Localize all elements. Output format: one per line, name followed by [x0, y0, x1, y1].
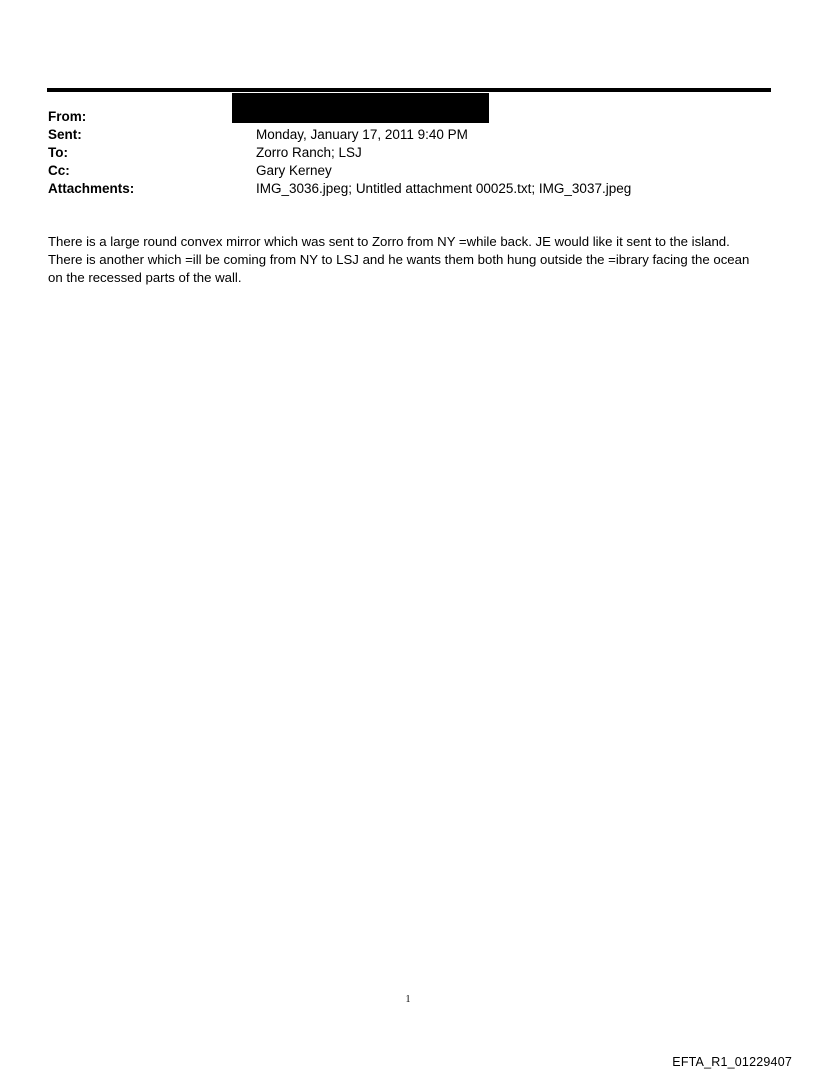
body-line: There is another which =ill be coming from NY to LSJ and he wants them both hung outside the =ibrary facing the ocean	[48, 252, 750, 267]
attachments-value: IMG_3036.jpeg; Untitled attachment 00025.txt; IMG_3037.jpeg	[256, 181, 632, 196]
sent-label: Sent:	[48, 127, 82, 142]
header-divider	[47, 88, 771, 92]
redaction-box	[232, 93, 489, 123]
page-number: 1	[405, 994, 411, 1005]
to-value: Zorro Ranch; LSJ	[256, 145, 362, 160]
body-line: There is a large round convex mirror which was sent to Zorro from NY =while back. JE would like it sent to the island.	[48, 234, 730, 249]
email-body	[48, 233, 770, 287]
cc-row	[48, 162, 768, 180]
cc-value: Gary Kerney	[256, 163, 332, 178]
document-id: EFTA_R1_01229407	[672, 1055, 792, 1069]
sent-value: Monday, January 17, 2011 9:40 PM	[256, 127, 468, 142]
cc-label: Cc:	[48, 163, 70, 178]
attachments-row	[48, 180, 768, 198]
body-line: on the recessed parts of the wall.	[48, 270, 242, 285]
sent-row	[48, 126, 768, 144]
to-label: To:	[48, 145, 68, 160]
to-row	[48, 144, 768, 162]
attachments-label: Attachments:	[48, 181, 135, 196]
from-label: From:	[48, 109, 87, 124]
